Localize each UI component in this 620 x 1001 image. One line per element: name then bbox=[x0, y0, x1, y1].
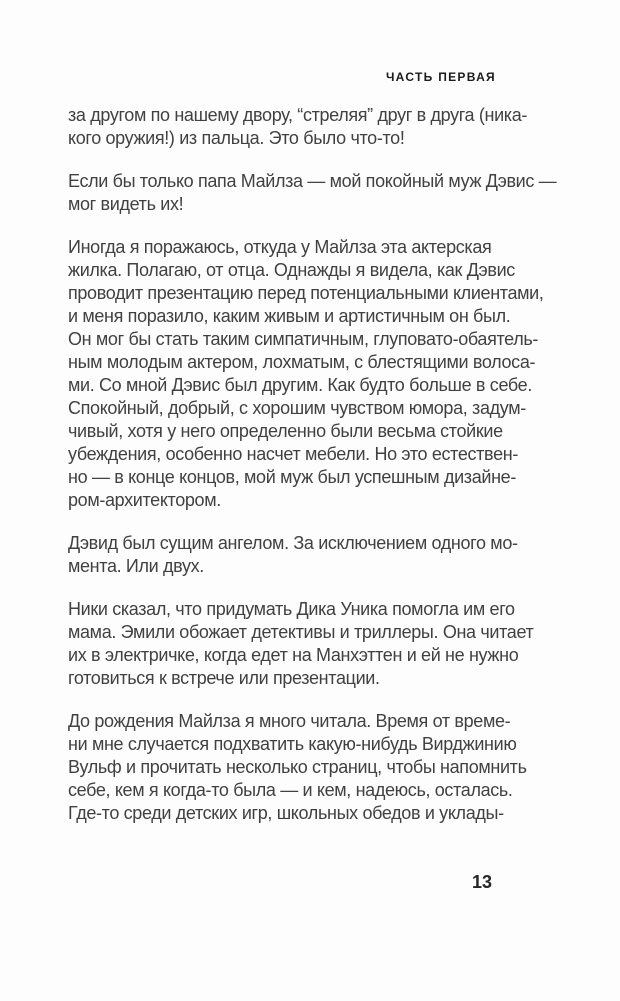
paragraph-5: Ники сказал, что придумать Дика Уника помогла им его мама. Эмили обожает детективы и триллеры. Она читает их в электричке, когда едет на Манхэттен и ей не нужно готовиться к встрече или презентации. bbox=[68, 599, 534, 688]
paragraph-2: Если бы только папа Майлза — мой покойный муж Дэвис — мог видеть их! bbox=[68, 171, 557, 214]
paragraph-6: До рождения Майлза я много читала. Время от време- ни мне случается подхватить какую-нибудь Вирджинию Вульф и прочитать несколько страниц, чтобы напомнить себе, кем я когда-то была — и кем, надеюсь, осталась. Где-то среди детских игр, школьных обедов и уклады- bbox=[68, 711, 527, 823]
paragraph-1: за другом по нашему двору, “стреляя” друг в друга (ника- кого оружия!) из пальца. Это было что-то! bbox=[68, 105, 528, 148]
paragraph-3: Иногда я поражаюсь, откуда у Майлза эта актерская жилка. Полагаю, от отца. Однажды я видела, как Дэвис проводит презентацию перед потенциальными клиентами, и меня поразило, каким живым и артистичным он был. Он мог бы стать таким симпатичным, глуповато-обаятель- ным молодым актером, лохматым, с блестящими волоса- ми. Со мной Дэвис был другим. Как будто больше в себе. Спокойный, добрый, с хорошим чувством юмора, задум- чивый, хотя у него определенно были весьма стойкие убеждения, особенно насчет мебели. Но это естествен- но — в конце концов, мой муж был успешным дизайне- ром-архитектором. bbox=[68, 237, 544, 510]
page-number: 13 bbox=[471, 872, 492, 892]
body-text bbox=[68, 104, 568, 845]
running-header: ЧАСТЬ ПЕРВАЯ bbox=[385, 70, 496, 84]
paragraph-4: Дэвид был сущим ангелом. За исключением одного мо- мента. Или двух. bbox=[68, 533, 518, 576]
